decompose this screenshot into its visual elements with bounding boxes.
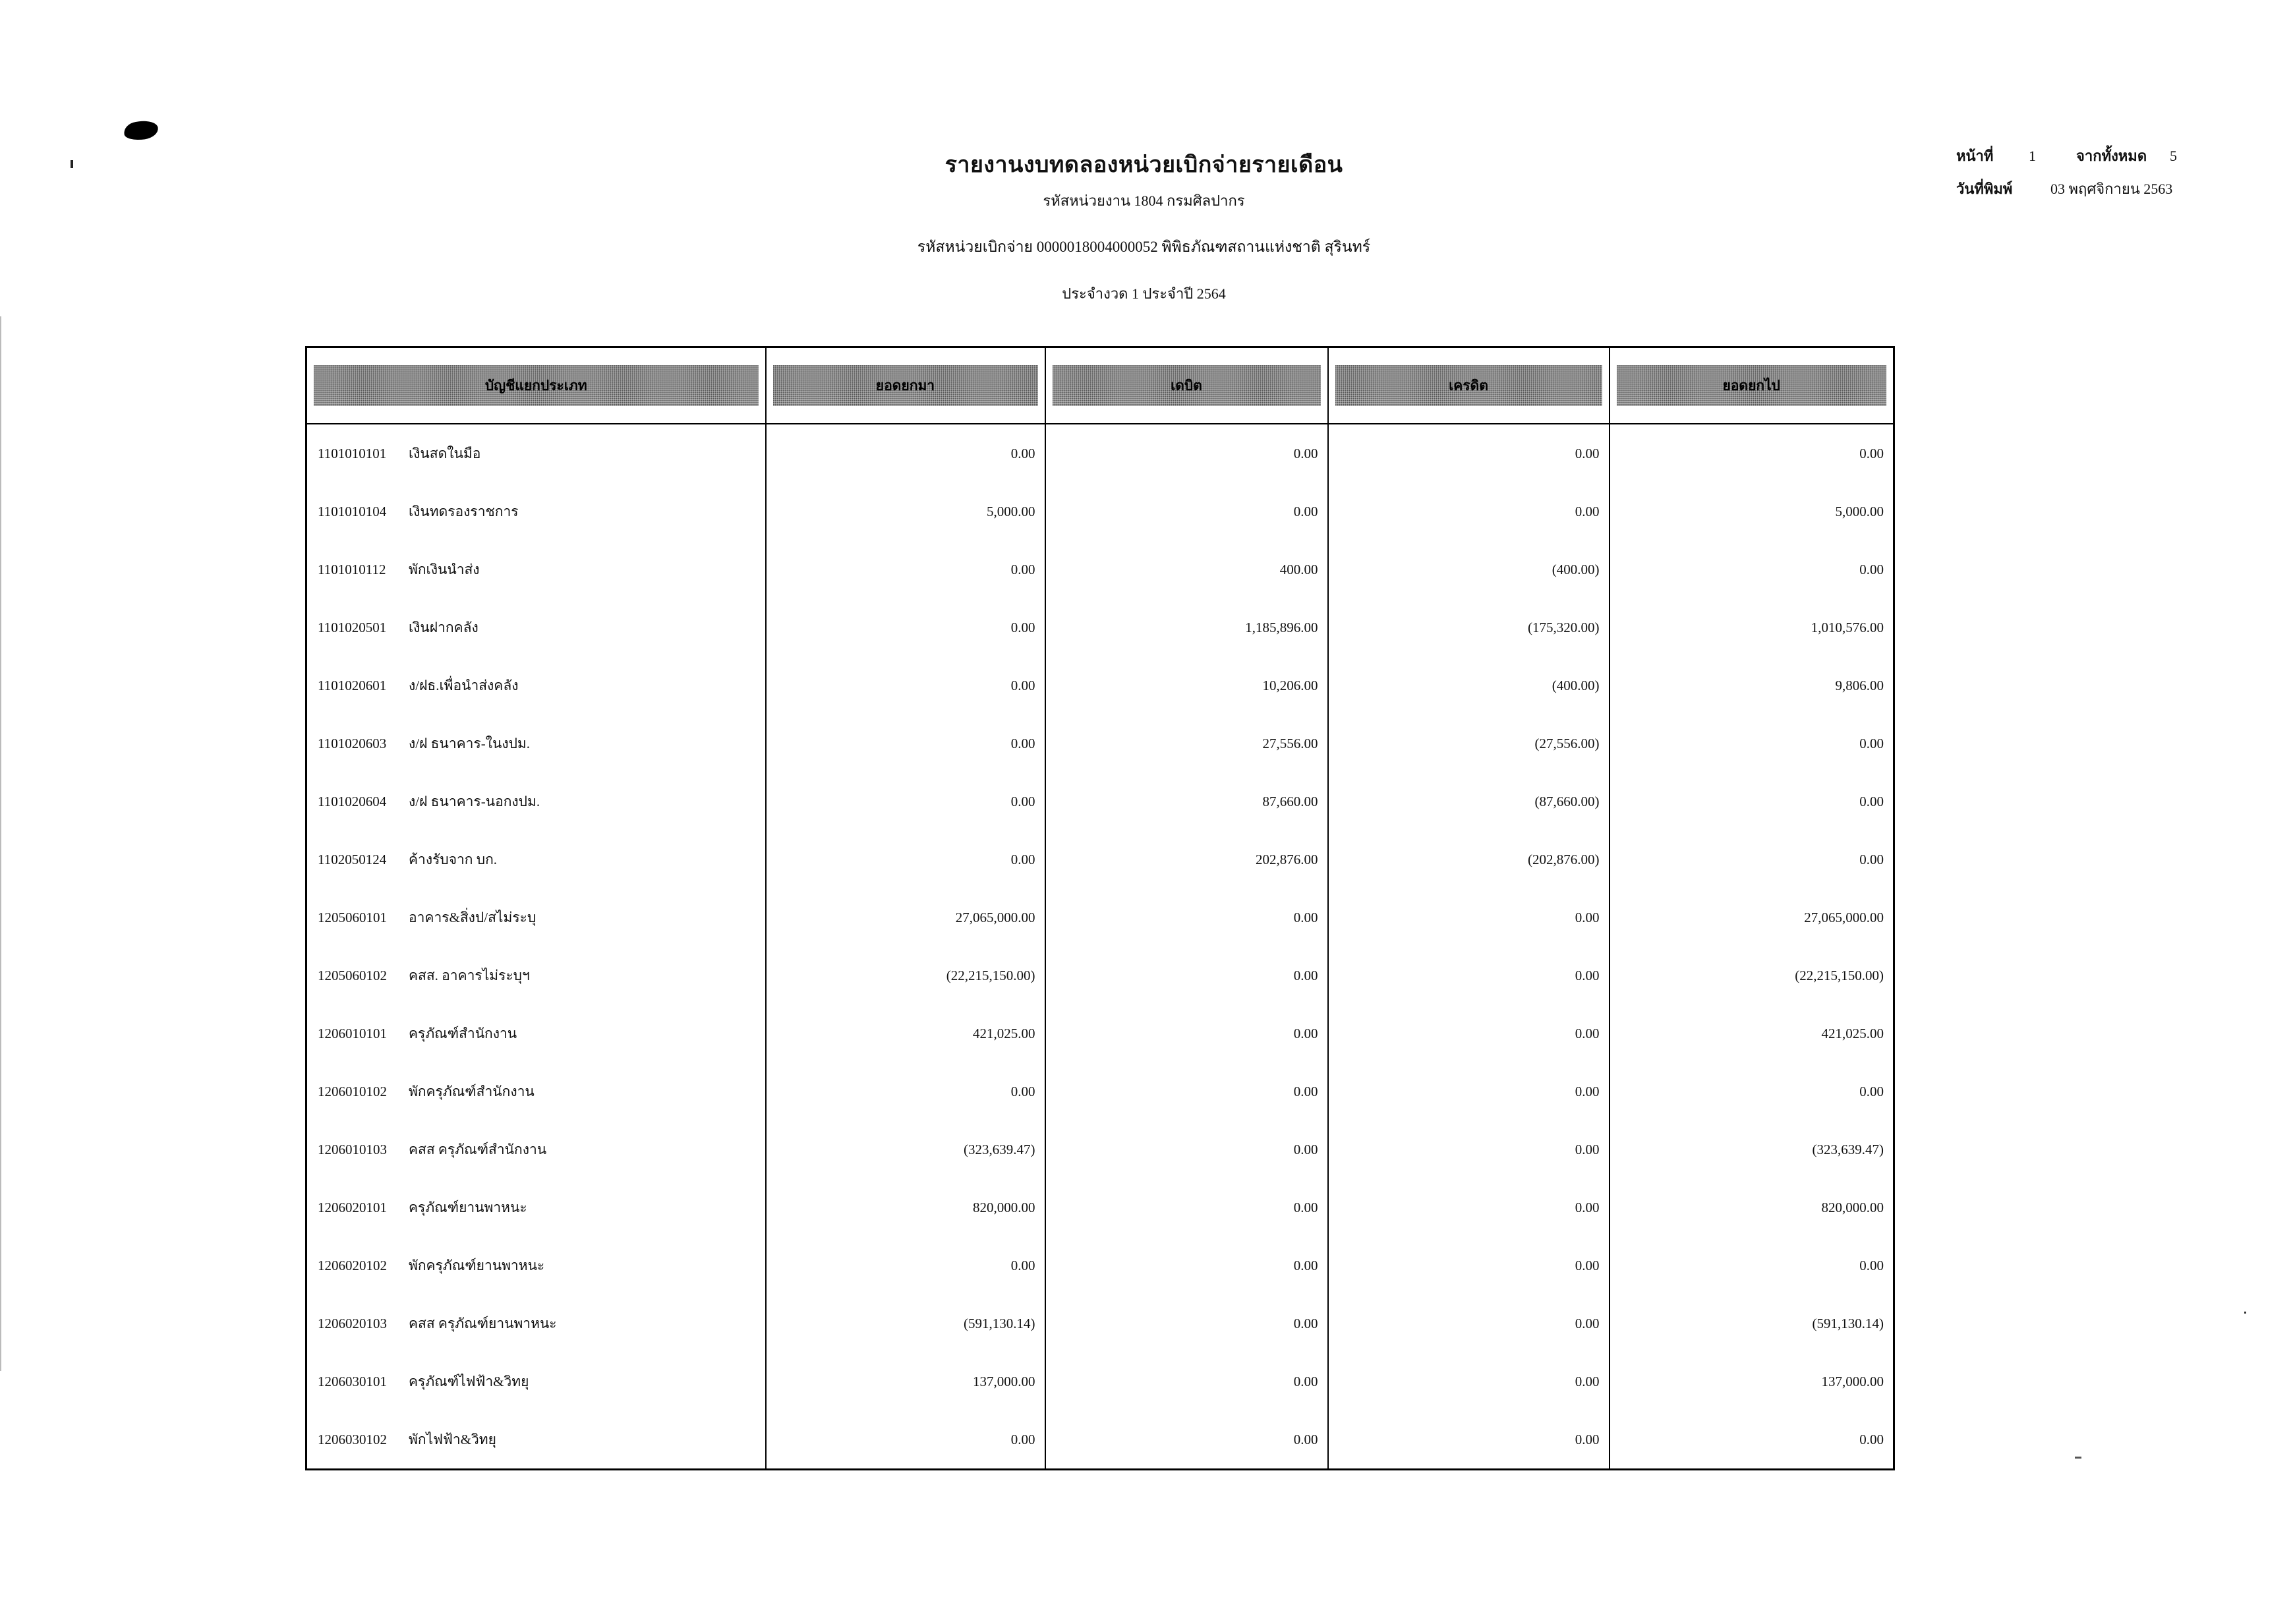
account-name: พักไฟฟ้า&วิทยุ <box>409 1431 496 1447</box>
debit-amount: 0.00 <box>1045 1410 1328 1470</box>
credit-amount: 0.00 <box>1328 1120 1610 1178</box>
account-code: 1206010101 <box>318 1025 387 1041</box>
debit-amount: 0.00 <box>1045 1294 1328 1352</box>
closing-balance: 0.00 <box>1610 1236 1894 1294</box>
opening-balance: 0.00 <box>766 714 1045 772</box>
credit-amount: (175,320.00) <box>1328 598 1610 656</box>
closing-balance: 820,000.00 <box>1610 1178 1894 1236</box>
closing-balance: 1,010,576.00 <box>1610 598 1894 656</box>
account-code: 1206010102 <box>318 1083 387 1099</box>
closing-balance: 9,806.00 <box>1610 656 1894 714</box>
closing-balance: 0.00 <box>1610 1410 1894 1470</box>
account-cell <box>306 946 766 1004</box>
debit-amount: 0.00 <box>1045 1004 1328 1062</box>
account-name: ง/ฝ ธนาคาร-นอกงปม. <box>409 793 540 809</box>
closing-balance: 421,025.00 <box>1610 1004 1894 1062</box>
column-header-closing <box>1610 347 1894 424</box>
account-code: 1206020102 <box>318 1257 387 1273</box>
report-title-text: รายงานงบทดลองหน่วยเบิกจ่ายรายเดือน <box>944 153 1343 177</box>
account-code: 1206020103 <box>318 1315 387 1331</box>
closing-balance: (591,130.14) <box>1610 1294 1894 1352</box>
table-row <box>306 714 1894 772</box>
debit-amount: 400.00 <box>1045 540 1328 598</box>
scan-speck <box>2075 1457 2081 1459</box>
table-row <box>306 1062 1894 1120</box>
debit-amount: 27,556.00 <box>1045 714 1328 772</box>
credit-amount: (27,556.00) <box>1328 714 1610 772</box>
account-cell <box>306 1178 766 1236</box>
table-row <box>306 1294 1894 1352</box>
period-line <box>0 282 2293 305</box>
page-number: 1 <box>2029 148 2036 164</box>
account-cell <box>306 482 766 540</box>
credit-amount: 0.00 <box>1328 888 1610 946</box>
table-row <box>306 946 1894 1004</box>
column-header-account <box>306 347 766 424</box>
column-header-opening <box>766 347 1045 424</box>
report-title <box>0 146 2293 182</box>
credit-amount: 0.00 <box>1328 1410 1610 1470</box>
print-date-row <box>1956 173 2177 206</box>
account-cell <box>306 772 766 830</box>
account-name: ค้างรับจาก บก. <box>409 851 498 867</box>
account-code: 1101020501 <box>318 619 387 635</box>
account-code: 1101010104 <box>318 503 387 519</box>
closing-balance: 0.00 <box>1610 540 1894 598</box>
disbursing-unit-line <box>0 235 2293 259</box>
table-row <box>306 1236 1894 1294</box>
disbursing-unit-text: รหัสหน่วยเบิกจ่าย 0000018004000052 พิพิธภัณฑสถานแห่งชาติ สุรินทร์ <box>917 239 1371 255</box>
opening-balance: 0.00 <box>766 772 1045 830</box>
account-code: 1101020603 <box>318 735 387 751</box>
debit-amount: 0.00 <box>1045 1120 1328 1178</box>
account-code: 1102050124 <box>318 851 387 867</box>
opening-balance: 137,000.00 <box>766 1352 1045 1410</box>
credit-amount: 0.00 <box>1328 1294 1610 1352</box>
table-header-row <box>306 347 1894 424</box>
debit-amount: 0.00 <box>1045 888 1328 946</box>
table-row <box>306 772 1894 830</box>
account-cell <box>306 1062 766 1120</box>
opening-balance: 0.00 <box>766 1236 1045 1294</box>
scan-speck <box>2244 1312 2246 1314</box>
table-row <box>306 540 1894 598</box>
opening-balance: (323,639.47) <box>766 1120 1045 1178</box>
closing-balance: (22,215,150.00) <box>1610 946 1894 1004</box>
total-pages-label: จากทั้งหมด <box>2076 148 2147 164</box>
account-code: 1101020604 <box>318 793 387 809</box>
debit-amount: 87,660.00 <box>1045 772 1328 830</box>
debit-amount: 1,185,896.00 <box>1045 598 1328 656</box>
account-cell <box>306 830 766 888</box>
account-code: 1206020101 <box>318 1199 387 1215</box>
account-code: 1205060102 <box>318 967 387 983</box>
account-name: เงินทดรองราชการ <box>409 503 519 519</box>
table-row <box>306 1004 1894 1062</box>
account-name: พักครุภัณฑ์สำนักงาน <box>409 1083 535 1099</box>
debit-amount: 0.00 <box>1045 1178 1328 1236</box>
closing-balance: 0.00 <box>1610 424 1894 482</box>
closing-balance: (323,639.47) <box>1610 1120 1894 1178</box>
opening-balance: 421,025.00 <box>766 1004 1045 1062</box>
account-cell <box>306 888 766 946</box>
account-cell <box>306 1294 766 1352</box>
column-header-opening-label: ยอดยกมา <box>773 365 1038 406</box>
opening-balance: 0.00 <box>766 598 1045 656</box>
account-name: คสส ครุภัณฑ์สำนักงาน <box>409 1141 547 1157</box>
account-code: 1206030101 <box>318 1373 387 1389</box>
table-row <box>306 1410 1894 1470</box>
debit-amount: 0.00 <box>1045 1062 1328 1120</box>
account-name: ครุภัณฑ์ไฟฟ้า&วิทยุ <box>409 1373 529 1389</box>
table-row <box>306 888 1894 946</box>
closing-balance: 5,000.00 <box>1610 482 1894 540</box>
account-name: ครุภัณฑ์ยานพาหนะ <box>409 1199 527 1215</box>
account-code: 1101010112 <box>318 561 386 577</box>
agency-line-text: รหัสหน่วยงาน 1804 กรมศิลปากร <box>1043 192 1245 209</box>
account-cell <box>306 540 766 598</box>
account-code: 1101010101 <box>318 445 387 461</box>
account-code: 1206010103 <box>318 1141 387 1157</box>
credit-amount: 0.00 <box>1328 1062 1610 1120</box>
opening-balance: 820,000.00 <box>766 1178 1045 1236</box>
table-row <box>306 656 1894 714</box>
opening-balance: (22,215,150.00) <box>766 946 1045 1004</box>
print-date: 03 พฤศจิกายน 2563 <box>2050 181 2173 197</box>
table-row <box>306 598 1894 656</box>
table-row <box>306 424 1894 482</box>
column-header-closing-label: ยอดยกไป <box>1617 365 1887 406</box>
scan-margin-line <box>0 316 1 1371</box>
closing-balance: 27,065,000.00 <box>1610 888 1894 946</box>
account-cell <box>306 424 766 482</box>
opening-balance: 0.00 <box>766 1062 1045 1120</box>
agency-line <box>0 189 2293 212</box>
account-name: ง/ฝ ธนาคาร-ในงปม. <box>409 735 531 751</box>
account-name: ง/ฝธ.เพื่อนำส่งคลัง <box>409 677 519 693</box>
opening-balance: 0.00 <box>766 830 1045 888</box>
debit-amount: 202,876.00 <box>1045 830 1328 888</box>
opening-balance: 5,000.00 <box>766 482 1045 540</box>
opening-balance: 27,065,000.00 <box>766 888 1045 946</box>
credit-amount: (87,660.00) <box>1328 772 1610 830</box>
opening-balance: 0.00 <box>766 1410 1045 1470</box>
closing-balance: 0.00 <box>1610 772 1894 830</box>
account-name: พักครุภัณฑ์ยานพาหนะ <box>409 1257 545 1273</box>
page-number-row <box>1956 140 2177 173</box>
credit-amount: (400.00) <box>1328 656 1610 714</box>
period-line-text: ประจำงวด 1 ประจำปี 2564 <box>1062 285 1226 302</box>
debit-amount: 0.00 <box>1045 482 1328 540</box>
debit-amount: 0.00 <box>1045 424 1328 482</box>
account-name: เงินฝากคลัง <box>409 619 479 635</box>
debit-amount: 0.00 <box>1045 946 1328 1004</box>
credit-amount: 0.00 <box>1328 1352 1610 1410</box>
account-cell <box>306 598 766 656</box>
closing-balance: 0.00 <box>1610 1062 1894 1120</box>
opening-balance: 0.00 <box>766 424 1045 482</box>
account-code: 1205060101 <box>318 909 387 925</box>
account-name: พักเงินนำส่ง <box>409 561 480 577</box>
column-header-account-label: บัญชีแยกประเภท <box>314 365 759 406</box>
debit-amount: 0.00 <box>1045 1236 1328 1294</box>
print-date-label: วันที่พิมพ์ <box>1956 181 2013 197</box>
opening-balance: 0.00 <box>766 656 1045 714</box>
account-cell <box>306 1236 766 1294</box>
total-pages: 5 <box>2170 148 2177 164</box>
table-row <box>306 1352 1894 1410</box>
credit-amount: (202,876.00) <box>1328 830 1610 888</box>
account-name: คสส ครุภัณฑ์ยานพาหนะ <box>409 1315 557 1331</box>
account-cell <box>306 656 766 714</box>
debit-amount: 10,206.00 <box>1045 656 1328 714</box>
table-row <box>306 1178 1894 1236</box>
account-code: 1206030102 <box>318 1431 387 1447</box>
ink-blot-mark <box>123 119 159 142</box>
credit-amount: 0.00 <box>1328 1236 1610 1294</box>
account-name: อาคาร&สิ่งป/สไม่ระบุ <box>409 909 537 925</box>
account-cell <box>306 714 766 772</box>
table-row <box>306 1120 1894 1178</box>
opening-balance: (591,130.14) <box>766 1294 1045 1352</box>
column-header-debit <box>1045 347 1328 424</box>
column-header-debit-label: เดบิต <box>1053 365 1321 406</box>
credit-amount: 0.00 <box>1328 946 1610 1004</box>
trial-balance-table <box>305 346 1895 1470</box>
account-cell <box>306 1004 766 1062</box>
opening-balance: 0.00 <box>766 540 1045 598</box>
column-header-credit <box>1328 347 1610 424</box>
table-row <box>306 482 1894 540</box>
account-cell <box>306 1352 766 1410</box>
table-row <box>306 830 1894 888</box>
credit-amount: 0.00 <box>1328 1004 1610 1062</box>
account-cell <box>306 1120 766 1178</box>
account-name: คสส. อาคารไม่ระบุฯ <box>409 967 530 983</box>
credit-amount: 0.00 <box>1328 1178 1610 1236</box>
account-name: ครุภัณฑ์สำนักงาน <box>409 1025 517 1041</box>
page-info <box>1956 140 2177 206</box>
credit-amount: 0.00 <box>1328 482 1610 540</box>
account-code: 1101020601 <box>318 677 387 693</box>
credit-amount: (400.00) <box>1328 540 1610 598</box>
debit-amount: 0.00 <box>1045 1352 1328 1410</box>
closing-balance: 0.00 <box>1610 714 1894 772</box>
account-cell <box>306 1410 766 1470</box>
credit-amount: 0.00 <box>1328 424 1610 482</box>
table-body <box>306 424 1894 1470</box>
page-label: หน้าที่ <box>1956 148 1994 164</box>
closing-balance: 0.00 <box>1610 830 1894 888</box>
column-header-credit-label: เครดิต <box>1335 365 1602 406</box>
account-name: เงินสดในมือ <box>409 445 481 461</box>
closing-balance: 137,000.00 <box>1610 1352 1894 1410</box>
